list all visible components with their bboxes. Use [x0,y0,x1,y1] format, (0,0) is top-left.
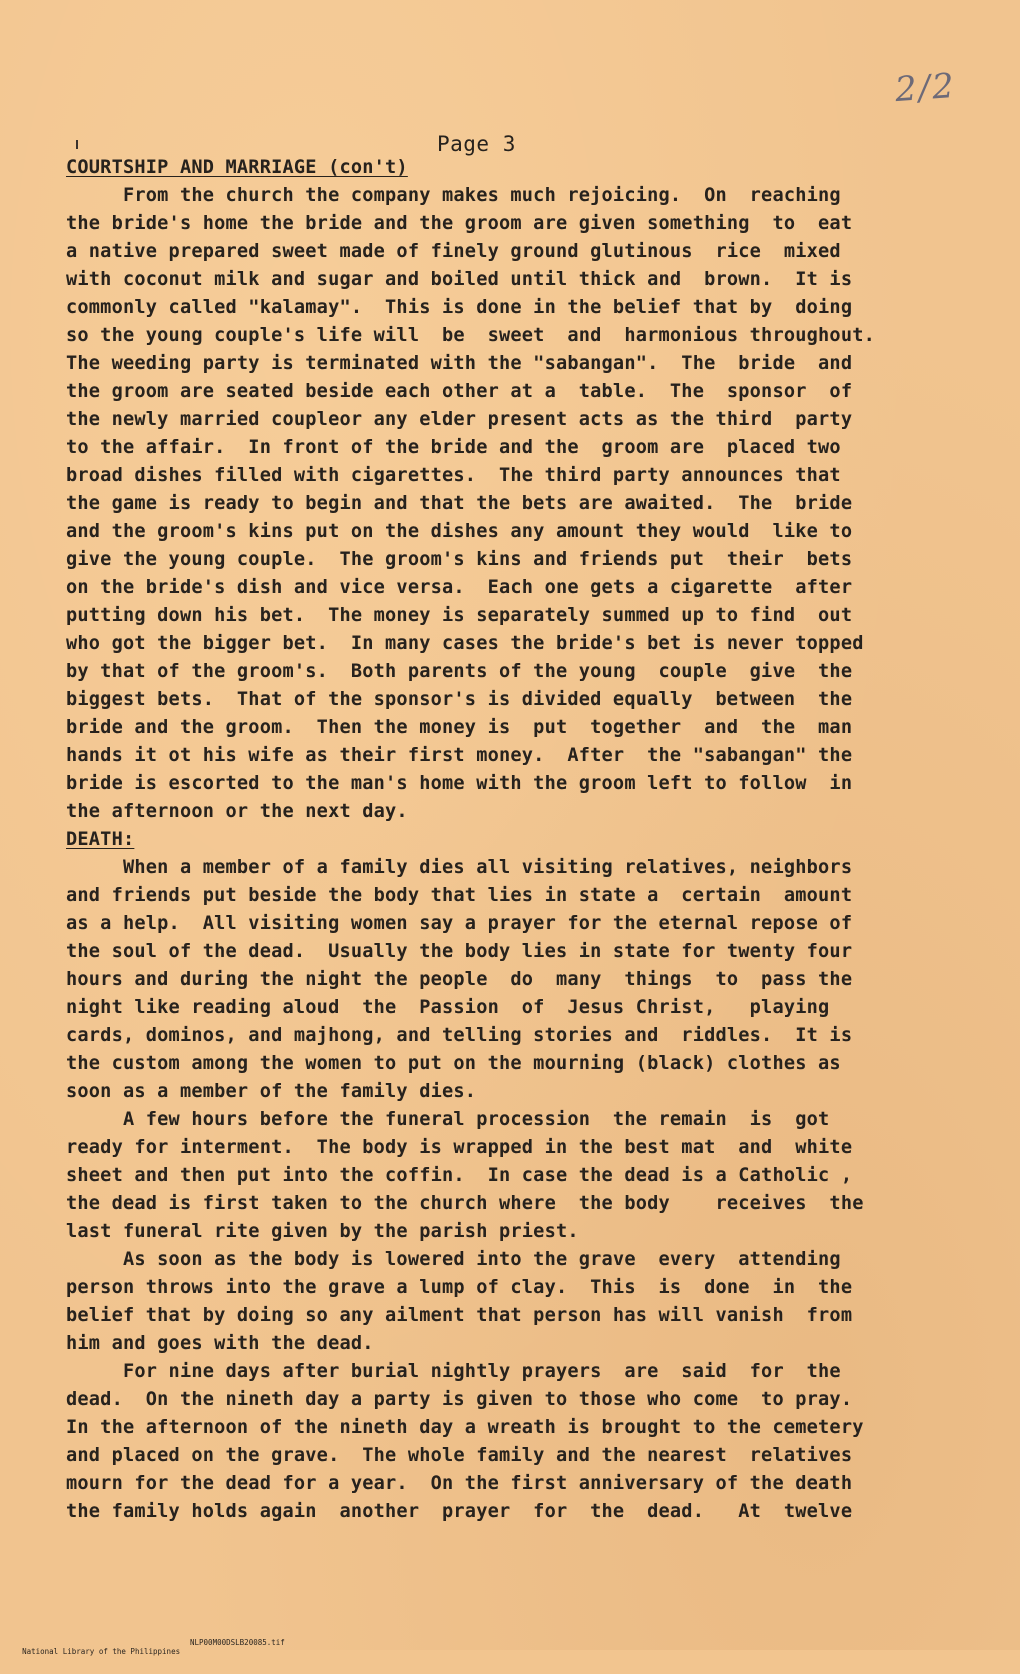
text-line: For nine days after burial nightly prayers are said for the [66,1361,841,1382]
text-line: him and goes with the dead. [66,1333,374,1354]
text-line: as a help. All visiting women say a prayer for the eternal repose of [66,913,853,934]
text-line: bride is escorted to the man's home with the groom left to follow in [66,773,853,794]
text-line: the groom are seated beside each other at a table. The sponsor of [66,381,853,402]
text-line: When a member of a family dies all visiting relatives, neighbors [66,857,853,878]
text-line: bride and the groom. Then the money is put together and the man [66,717,853,738]
section-heading-death: DEATH: [66,829,135,850]
text-line: the soul of the dead. Usually the body lies in state for twenty four [66,941,853,962]
text-line: the bride's home the bride and the groom are given something to eat [66,213,853,234]
text-line: on the bride's dish and vice versa. Each one gets a cigarette after [66,577,853,598]
text-line: person throws into the grave a lump of clay. This is done in the [66,1277,853,1298]
text-line: commonly called "kalamay". This is done in the belief that by doing [66,297,853,318]
text-line: the game is ready to begin and that the bets are awaited. The bride [66,493,853,514]
scan-footer [4,1638,285,1674]
text-line: sheet and then put into the coffin. In case the dead is a Catholic , [66,1165,853,1186]
text-line: the custom among the women to put on the mourning (black) clothes as [66,1053,841,1074]
text-line: hands it ot his wife as their first money. After the "sabangan" the [66,745,853,766]
text-line: and friends put beside the body that lies in state a certain amount [66,885,853,906]
footer-filename: NLP00M00DSLB20085.tif [190,1638,285,1647]
text-line: biggest bets. That of the sponsor's is divided equally between the [66,689,853,710]
text-line: with coconut milk and sugar and boiled until thick and brown. It is [66,269,853,290]
text-line: the afternoon or the next day. [66,801,408,822]
text-line: cards, dominos, and majhong, and telling stories and riddles. It is [66,1025,853,1046]
text-line: hours and during the night the people do many things to pass the [66,969,853,990]
text-line: putting down his bet. The money is separately summed up to find out [66,605,853,626]
text-line: last funeral rite given by the parish priest. [66,1221,579,1242]
text-line: From the church the company makes much rejoicing. On reaching [66,185,841,206]
text-line: who got the bigger bet. In many cases the bride's bet is never topped [66,633,864,654]
text-line: A few hours before the funeral procession the remain is got [66,1109,830,1130]
text-line: and placed on the grave. The whole family and the nearest relatives [66,1445,853,1466]
text-line: by that of the groom's. Both parents of the young couple give the [66,661,853,682]
text-line: the dead is first taken to the church where the body receives the [66,1193,864,1214]
text-line: belief that by doing so any ailment that person has will vanish from [66,1305,853,1326]
text-line: to the affair. In front of the bride and the groom are placed two [66,437,841,458]
text-line: ready for interment. The body is wrapped in the best mat and white [66,1137,853,1158]
page-number: Page 3 [437,132,516,156]
text-line: broad dishes filled with cigarettes. The third party announces that [66,465,841,486]
typed-text-body [66,154,968,1526]
text-line: dead. On the nineth day a party is given to those who come to pray. [66,1389,853,1410]
text-line: As soon as the body is lowered into the grave every attending [66,1249,841,1270]
text-line: and the groom's kins put on the dishes any amount they would like to [66,521,853,542]
ink-mark [76,140,78,149]
text-line: The weeding party is terminated with the "sabangan". The bride and [66,353,853,374]
text-line: mourn for the dead for a year. On the first anniversary of the death [66,1473,853,1494]
text-line: In the afternoon of the nineth day a wreath is brought to the cemetery [66,1417,864,1438]
footer-library-name: National Library of the Philippines [22,1647,181,1656]
text-line: so the young couple's life will be sweet and harmonious throughout. [66,325,876,346]
section-heading-courtship: COURTSHIP AND MARRIAGE (con't) [66,157,408,178]
text-line: give the young couple. The groom's kins and friends put their bets [66,549,853,570]
text-line: soon as a member of the family dies. [66,1081,477,1102]
text-line: a native prepared sweet made of finely ground glutinous rice mixed [66,241,841,262]
handwritten-page-note: 2/2 [893,65,958,111]
text-line: night like reading aloud the Passion of Jesus Christ, playing [66,997,830,1018]
text-line: the family holds again another prayer for the dead. At twelve [66,1501,853,1522]
text-line: the newly married coupleor any elder present acts as the third party [66,409,853,430]
